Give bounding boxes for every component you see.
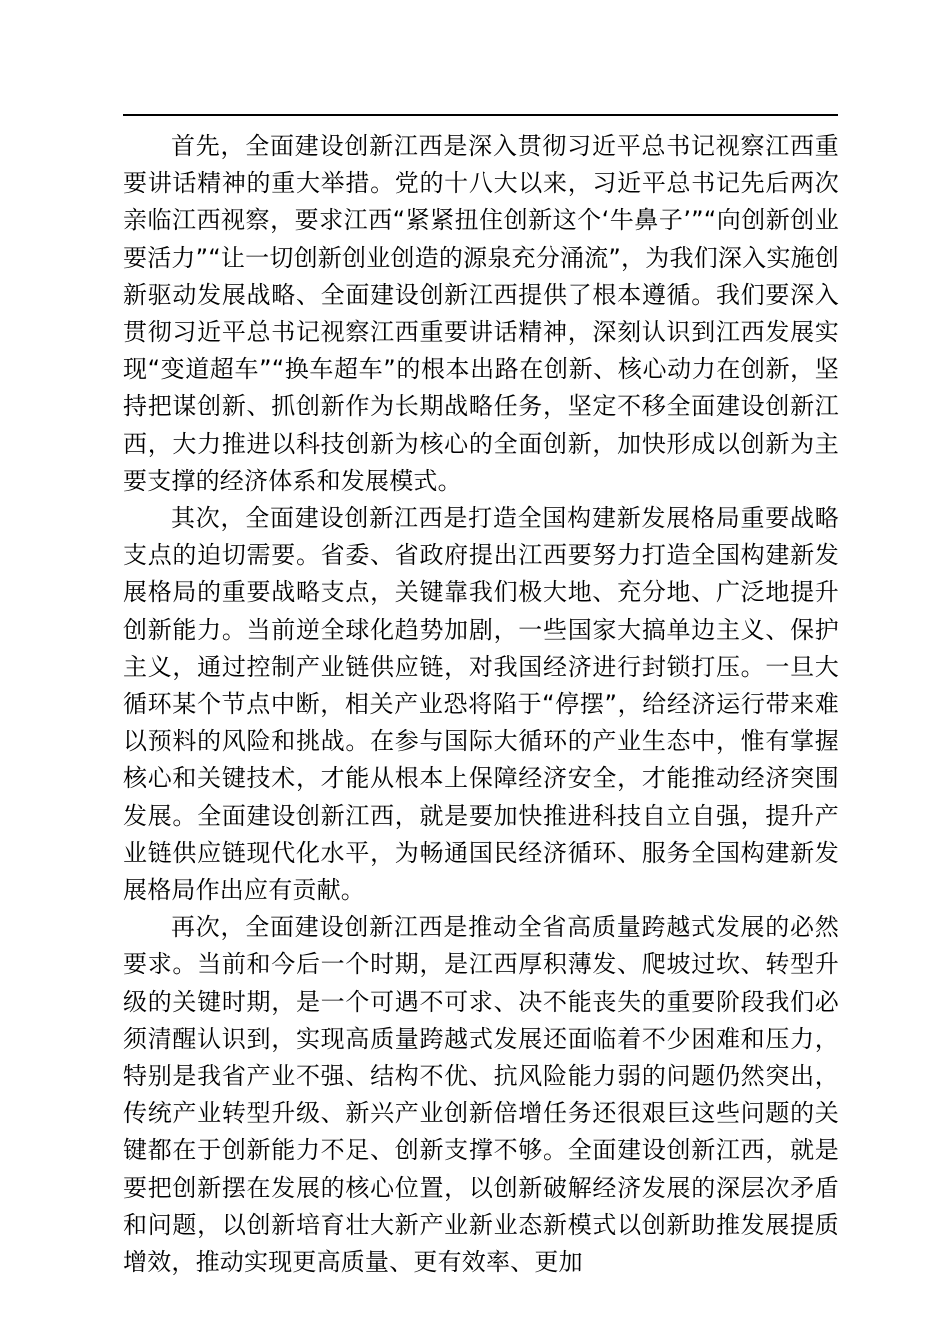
paragraph-second: 其次，全面建设创新江西是打造全国构建新发展格局重要战略支点的迫切需要。省委、省政府提出江西要努力打造全国构建新发展格局的重要战略支点，关键靠我们极大地、充分地、广泛地提升创新能力。当前逆全球化趋势加剧，一些国家大搞单边主义、保护主义，通过控制产业链供应链，对我国经济进行封锁打压。一旦大循环某个节点中断，相关产业恐将陷于“停摆”，给经济运行带来难以预料的风险和挑战。在参与国际大循环的产业生态中，惟有掌握核心和关键技术，才能从根本上保障经济安全，才能推动经济突围发展。全面建设创新江西，就是要加快推进科技自立自强，提升产业链供应链现代化水平，为畅通国民经济循环、服务全国构建新发展格局作出应有贡献。 <box>123 504 839 905</box>
paragraph-third: 再次，全面建设创新江西是推动全省高质量跨越式发展的必然要求。当前和今后一个时期，是江西厚积薄发、爬坡过坎、转型升级的关键时期，是一个可遇不可求、决不能丧失的重要阶段我们必须清醒认识到，实现高质量跨越式发展还面临着不少困难和压力，特别是我省产业不强、结构不优、抗风险能力弱的问题仍然突出，传统产业转型升级、新兴产业创新倍增任务还很艰巨这些问题的关键都在于创新能力不足、创新支撑不够。全面建设创新江西，就是要把创新摆在发展的核心位置，以创新破解经济发展的深层次矛盾和问题，以创新培育壮大新产业新业态新模式以创新助推发展提质增效，推动实现更高质量、更有效率、更加 <box>123 913 839 1277</box>
body-text <box>123 128 839 1281</box>
header-rule <box>123 114 838 116</box>
paragraph-first: 首先，全面建设创新江西是深入贯彻习近平总书记视察江西重要讲话精神的重大举措。党的十八大以来，习近平总书记先后两次亲临江西视察，要求江西“紧紧扭住创新这个‘牛鼻子’”“向创新创业要活力”“让一切创新创业创造的源泉充分涌流”，为我们深入实施创新驱动发展战略、全面建设创新江西提供了根本遵循。我们要深入贯彻习近平总书记视察江西重要讲话精神，深刻认识到江西发展实现“变道超车”“换车超车”的根本出路在创新、核心动力在创新，坚持把谋创新、抓创新作为长期战略任务，坚定不移全面建设创新江西，大力推进以科技创新为核心的全面创新，加快形成以创新为主要支撑的经济体系和发展模式。 <box>123 132 839 495</box>
